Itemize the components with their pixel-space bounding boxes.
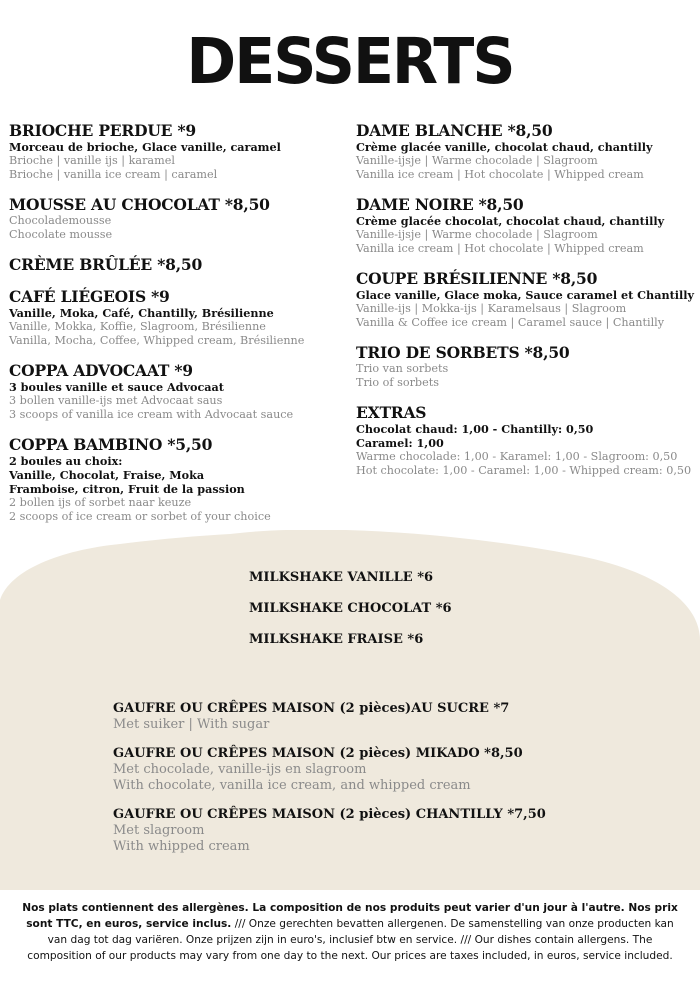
menu-column-right (356, 122, 700, 492)
menu-item-translation: Vanilla & Coffee ice cream | Caramel sauce | Chantilly (356, 316, 665, 329)
milkshake-item: MILKSHAKE CHOCOLAT *6 (249, 601, 452, 616)
gaufre-item-translation: Met chocolade, vanille-ijs en slagroom (113, 762, 367, 777)
menu-item-translation: Chocolate mousse (9, 228, 113, 241)
menu-item (356, 344, 700, 390)
menu-item-translation: Trio of sorbets (356, 376, 439, 389)
menu-item-description: 3 boules vanille et sauce Advocaat (9, 380, 224, 394)
menu-item-description: Vanille, Moka, Café, Chantilly, Brésilienne (9, 306, 274, 320)
menu-item-translation: Vanilla ice cream | Hot chocolate | Whipped cream (356, 242, 644, 255)
page-title: DESSERTS (186, 25, 514, 99)
menu-item-title: BRIOCHE PERDUE *9 (9, 121, 196, 140)
menu-item-title: COPPA BAMBINO *5,50 (9, 435, 213, 454)
gaufre-item (113, 806, 673, 855)
menu-item (9, 436, 349, 524)
menu-item-title: MOUSSE AU CHOCOLAT *8,50 (9, 195, 270, 214)
menu-item-description: Vanille, Chocolat, Fraise, Moka (9, 468, 205, 482)
menu-item-title: EXTRAS (356, 403, 427, 422)
menu-item-title: DAME BLANCHE *8,50 (356, 121, 553, 140)
menu-item (356, 404, 700, 478)
menu-item (9, 256, 349, 274)
menu-item-translation: Vanille-ijsje | Warme chocolade | Slagroom (356, 154, 598, 167)
menu-item-title: COUPE BRÉSILIENNE *8,50 (356, 269, 598, 288)
menu-item (356, 122, 700, 182)
menu-item-translation: Hot chocolate: 1,00 - Caramel: 1,00 - Whipped cream: 0,50 (356, 464, 692, 477)
menu-item (9, 196, 349, 242)
menu-item-description: Morceau de brioche, Glace vanille, caramel (9, 140, 281, 154)
menu-item-title: CRÈME BRÛLÉE *8,50 (9, 255, 203, 274)
milkshake-list (249, 570, 452, 663)
milkshake-item: MILKSHAKE FRAISE *6 (249, 632, 424, 647)
menu-item-description: 2 boules au choix: (9, 454, 123, 468)
gaufre-item-translation: Met slagroom (113, 823, 205, 838)
menu-item-description: Crème glacée chocolat, chocolat chaud, chantilly (356, 214, 665, 228)
menu-item-translation: Brioche | vanilla ice cream | caramel (9, 168, 218, 181)
menu-item-translation: Vanille-ijsje | Warme chocolade | Slagroom (356, 228, 598, 241)
allergen-notice (20, 900, 680, 964)
gaufre-item-translation: Met suiker | With sugar (113, 717, 270, 732)
menu-item-translation: Warme chocolade: 1,00 - Karamel: 1,00 - Slagroom: 0,50 (356, 450, 678, 463)
allergen-notice-bold: Nos plats contiennent des allergènes. La composition de nos produits peut varier d'un jour à l'autre. Nos prix sont TTC, en euros, service inclus. (22, 902, 678, 930)
gaufre-item-translation: With chocolate, vanilla ice cream, and whipped cream (113, 778, 471, 793)
menu-item (9, 288, 349, 348)
menu-item-translation: Trio van sorbets (356, 362, 449, 375)
menu-item (9, 122, 349, 182)
menu-item-translation: Brioche | vanille ijs | karamel (9, 154, 175, 167)
menu-column-left (9, 122, 349, 538)
menu-item-title: DAME NOIRE *8,50 (356, 195, 524, 214)
gaufre-list (113, 700, 673, 867)
menu-item-description: Caramel: 1,00 (356, 436, 444, 450)
menu-item-translation: Vanille-ijs | Mokka-ijs | Karamelsaus | Slagroom (356, 302, 627, 315)
gaufre-item-title: GAUFRE OU CRÊPES MAISON (2 pièces) CHANTILLY *7,50 (113, 807, 546, 822)
menu-item-translation: Chocolademousse (9, 214, 112, 227)
menu-item-translation: Vanilla ice cream | Hot chocolate | Whipped cream (356, 168, 644, 181)
gaufre-item (113, 745, 673, 794)
menu-item-translation: 2 scoops of ice cream or sorbet of your choice (9, 510, 271, 523)
menu-item (356, 270, 700, 330)
menu-item-title: COPPA ADVOCAAT *9 (9, 361, 193, 380)
gaufre-item-title: GAUFRE OU CRÊPES MAISON (2 pièces)AU SUCRE *7 (113, 701, 510, 716)
menu-item-description: Crème glacée vanille, chocolat chaud, chantilly (356, 140, 653, 154)
milkshake-item: MILKSHAKE VANILLE *6 (249, 570, 434, 585)
menu-item-title: TRIO DE SORBETS *8,50 (356, 343, 570, 362)
gaufre-item-translation: With whipped cream (113, 839, 250, 854)
gaufre-item-title: GAUFRE OU CRÊPES MAISON (2 pièces) MIKADO *8,50 (113, 746, 523, 761)
menu-item (9, 362, 349, 422)
menu-item-title: CAFÉ LIÉGEOIS *9 (9, 287, 170, 306)
menu-item (356, 196, 700, 256)
menu-item-translation: Vanilla, Mocha, Coffee, Whipped cream, Brésilienne (9, 334, 305, 347)
menu-item-description: Framboise, citron, Fruit de la passion (9, 482, 245, 496)
menu-item-translation: 3 bollen vanille-ijs met Advocaat saus (9, 394, 223, 407)
allergen-notice-text: /// Onze gerechten bevatten allergenen. De samenstelling van onze producten kan van dag tot dag variëren. Onze prijzen zijn in euro's, inclusief btw en service. /// Our dishes contain allergens. The composition of our products may vary from one day to the next. Our prices are taxes included, in euros, service included. (27, 918, 674, 962)
menu-item-translation: 3 scoops of vanilla ice cream with Advocaat sauce (9, 408, 294, 421)
menu-item-description: Chocolat chaud: 1,00 - Chantilly: 0,50 (356, 422, 594, 436)
menu-item-description: Glace vanille, Glace moka, Sauce caramel et Chantilly (356, 288, 694, 302)
menu-item-translation: 2 bollen ijs of sorbet naar keuze (9, 496, 192, 509)
menu-item-translation: Vanille, Mokka, Koffie, Slagroom, Brésilienne (9, 320, 266, 333)
gaufre-item (113, 700, 673, 733)
